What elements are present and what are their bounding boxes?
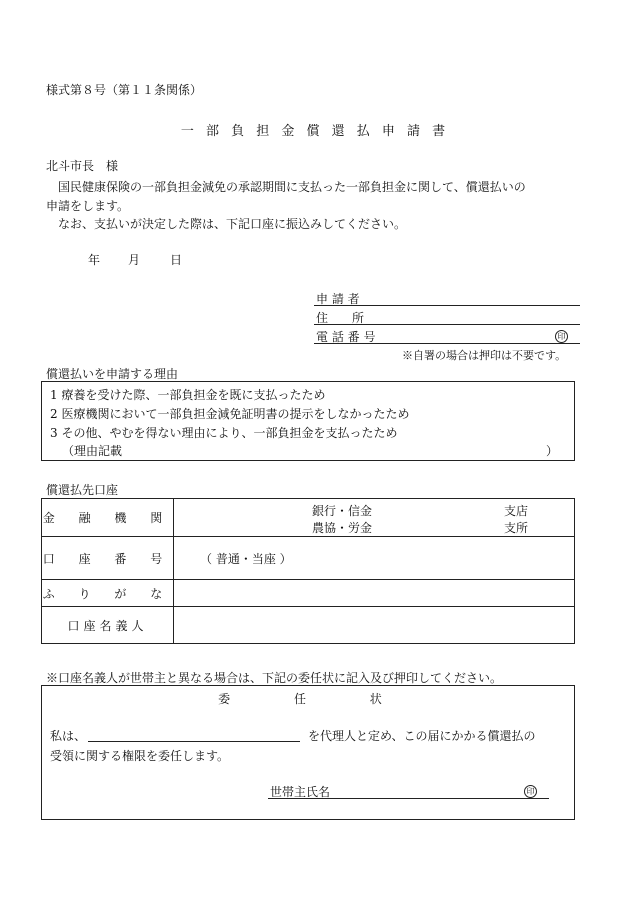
reasons-heading: 償還払いを申請する理由 — [46, 367, 179, 381]
account-number-label: 口 座 番 号 — [42, 537, 174, 580]
phone-label: 電 話 番 号 — [316, 330, 376, 344]
address-label: 住 所 — [316, 311, 365, 325]
date-day: 日 — [170, 253, 183, 267]
bank-field[interactable] — [174, 499, 575, 537]
holder-field[interactable] — [174, 607, 575, 644]
agent-name-line[interactable] — [88, 741, 300, 742]
reason-detail-close: ） — [546, 444, 559, 458]
delegation-suffix: を代理人と定め、この届にかかる償還払の — [308, 729, 536, 743]
reason-1[interactable]: 1 療養を受けた際、一部負担金を既に支払ったため — [50, 388, 326, 402]
account-table — [41, 498, 575, 644]
intro-line-1: 国民健康保険の一部負担金減免の承認期間に支払った一部負担金に関して、償還払いの — [58, 180, 526, 194]
delegation-prefix: 私は、 — [50, 729, 87, 743]
householder-line[interactable] — [268, 798, 549, 799]
addressee: 北斗市長 様 — [46, 159, 119, 173]
account-number-field[interactable] — [174, 537, 575, 580]
date-month: 月 — [128, 253, 141, 267]
delegation-title: 委 任 状 — [218, 692, 412, 706]
bank-label: 金 融 機 関 — [42, 499, 174, 537]
account-heading: 償還払先口座 — [46, 483, 119, 497]
intro-line-3: なお、支払いが決定した際は、下記口座に振込みしてください。 — [58, 217, 407, 231]
intro-line-2: 申請をします。 — [46, 199, 130, 213]
bank-type-2: 農協・労金 — [312, 521, 373, 535]
applicant-underline[interactable] — [314, 305, 580, 306]
date-year: 年 — [88, 253, 101, 267]
delegation-line-2: 受領に関する権限を委任します。 — [50, 749, 230, 763]
branch-type-2: 支所 — [504, 521, 529, 535]
seal-note: ※自署の場合は押印は不要です。 — [402, 349, 567, 362]
phone-underline[interactable] — [314, 343, 580, 344]
furigana-label: ふ り が な — [42, 580, 174, 607]
form-number: 様式第８号（第１１条関係） — [46, 83, 203, 97]
seal-mark-icon: 印 — [555, 330, 568, 343]
reason-detail-open: （理由記載 — [62, 444, 123, 458]
bank-type-1: 銀行・信金 — [312, 504, 373, 518]
account-type: （ 普通・当座 ） — [200, 551, 292, 566]
reason-2[interactable]: 2 医療機関において一部負担金減免証明書の提示をしなかったため — [50, 407, 410, 421]
furigana-field[interactable] — [174, 580, 575, 607]
holder-label: 口座名義人 — [42, 607, 174, 644]
applicant-label: 申 請 者 — [316, 292, 360, 306]
address-underline[interactable] — [314, 324, 580, 325]
page-title: 一 部 負 担 金 償 還 払 申 請 書 — [180, 124, 450, 139]
householder-label: 世帯主氏名 — [270, 785, 331, 799]
delegation-note: ※口座名義人が世帯主と異なる場合は、下記の委任状に記入及び押印してください。 — [46, 671, 503, 685]
branch-type-1: 支店 — [504, 504, 529, 518]
householder-seal-icon: 印 — [524, 785, 537, 798]
reason-3[interactable]: 3 その他、やむを得ない理由により、一部負担金を支払ったため — [50, 426, 398, 440]
